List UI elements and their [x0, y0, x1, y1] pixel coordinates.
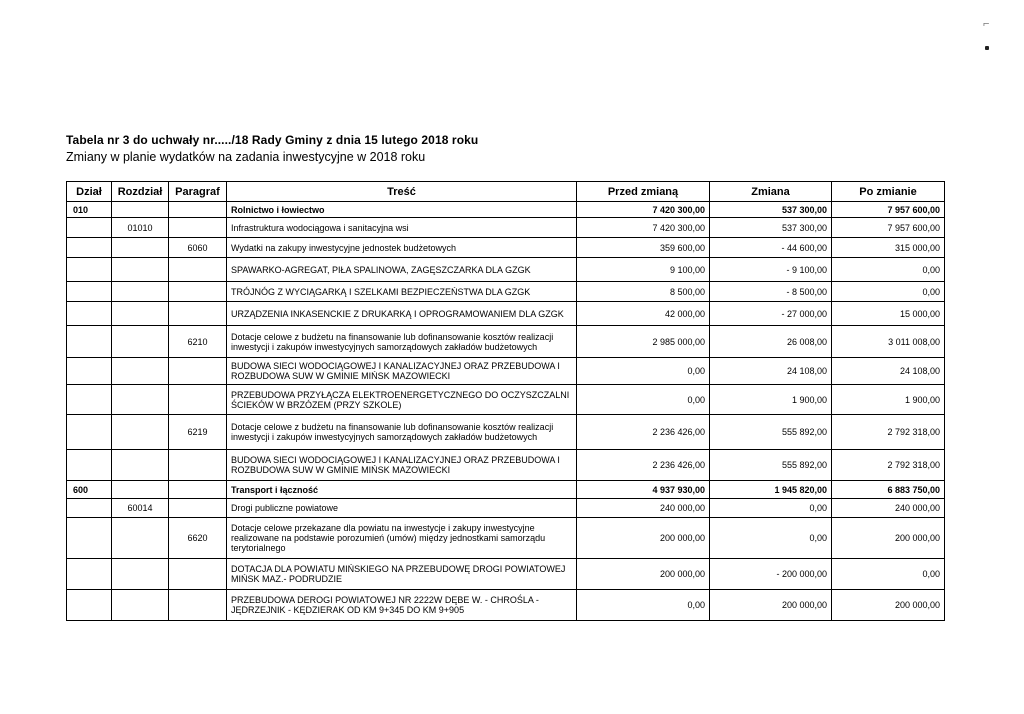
cell-rozdzial	[112, 415, 169, 450]
cell-zmiana: - 200 000,00	[710, 559, 832, 590]
table-row	[67, 481, 945, 499]
title-block	[66, 132, 478, 166]
cell-zmiana: 537 300,00	[710, 202, 832, 218]
cell-rozdzial	[112, 282, 169, 302]
table-row	[67, 499, 945, 518]
cell-dzial	[67, 415, 112, 450]
cell-tresc: Infrastruktura wodociągowa i sanitacyjna wsi	[227, 218, 577, 238]
cell-zmiana: - 9 100,00	[710, 258, 832, 282]
cell-zmiana: 0,00	[710, 499, 832, 518]
cell-rozdzial	[112, 358, 169, 385]
cell-paragraf	[169, 559, 227, 590]
cell-dzial: 010	[67, 202, 112, 218]
cell-dzial	[67, 258, 112, 282]
corner-scan-mark: ⌐	[983, 18, 990, 30]
cell-tresc: Wydatki na zakupy inwestycyjne jednostek budżetowych	[227, 238, 577, 258]
cell-zmiana: 1 900,00	[710, 385, 832, 415]
cell-przed: 0,00	[577, 358, 710, 385]
cell-rozdzial	[112, 518, 169, 559]
cell-zmiana: 26 008,00	[710, 326, 832, 358]
cell-dzial	[67, 238, 112, 258]
cell-dzial	[67, 559, 112, 590]
table-row	[67, 450, 945, 481]
header-tresc: Treść	[227, 182, 577, 202]
cell-paragraf	[169, 202, 227, 218]
cell-tresc: BUDOWA SIECI WODOCIĄGOWEJ I KANALIZACYJNEJ ORAZ PRZEBUDOWA I ROZBUDOWA SUW W GMINIE MIŃSK MAZOWIECKI	[227, 450, 577, 481]
cell-rozdzial	[112, 385, 169, 415]
cell-paragraf	[169, 481, 227, 499]
cell-paragraf	[169, 450, 227, 481]
cell-dzial: 600	[67, 481, 112, 499]
cell-rozdzial: 01010	[112, 218, 169, 238]
cell-tresc: Dotacje celowe z budżetu na finansowanie lub dofinansowanie kosztów realizacji inwestycji i zakupów inwestycyjnych samorządowych zakładów budżetowych	[227, 415, 577, 450]
cell-paragraf	[169, 282, 227, 302]
table-row	[67, 202, 945, 218]
cell-tresc: TRÓJNÓG Z WYCIĄGARKĄ I SZELKAMI BEZPIECZEŃSTWA DLA GZGK	[227, 282, 577, 302]
cell-rozdzial	[112, 238, 169, 258]
cell-rozdzial	[112, 302, 169, 326]
cell-tresc: SPAWARKO-AGREGAT, PIŁA SPALINOWA, ZAGĘSZCZARKA DLA GZGK	[227, 258, 577, 282]
cell-rozdzial	[112, 590, 169, 621]
cell-zmiana: 555 892,00	[710, 450, 832, 481]
table-row	[67, 518, 945, 559]
cell-po: 315 000,00	[832, 238, 945, 258]
cell-zmiana: 200 000,00	[710, 590, 832, 621]
cell-paragraf	[169, 218, 227, 238]
table-row	[67, 282, 945, 302]
cell-po: 0,00	[832, 258, 945, 282]
cell-paragraf	[169, 302, 227, 326]
cell-dzial	[67, 450, 112, 481]
table-row	[67, 302, 945, 326]
cell-przed: 7 420 300,00	[577, 202, 710, 218]
cell-przed: 240 000,00	[577, 499, 710, 518]
cell-przed: 2 985 000,00	[577, 326, 710, 358]
cell-przed: 2 236 426,00	[577, 450, 710, 481]
cell-po: 1 900,00	[832, 385, 945, 415]
cell-przed: 359 600,00	[577, 238, 710, 258]
cell-przed: 2 236 426,00	[577, 415, 710, 450]
cell-po: 7 957 600,00	[832, 218, 945, 238]
cell-dzial	[67, 385, 112, 415]
cell-tresc: PRZEBUDOWA DEROGI POWIATOWEJ NR 2222W DĘBE W. - CHROŚLA - JĘDRZEJNIK - KĘDZIERAK OD KM 9+345 DO KM 9+905	[227, 590, 577, 621]
cell-paragraf	[169, 385, 227, 415]
cell-paragraf: 6060	[169, 238, 227, 258]
table-row	[67, 415, 945, 450]
cell-rozdzial	[112, 481, 169, 499]
cell-zmiana: 537 300,00	[710, 218, 832, 238]
cell-dzial	[67, 518, 112, 559]
cell-tresc: Rolnictwo i łowiectwo	[227, 202, 577, 218]
cell-paragraf: 6620	[169, 518, 227, 559]
table-row	[67, 238, 945, 258]
header-dzial: Dział	[67, 182, 112, 202]
cell-rozdzial: 60014	[112, 499, 169, 518]
table-row	[67, 326, 945, 358]
header-paragraf: Paragraf	[169, 182, 227, 202]
cell-dzial	[67, 326, 112, 358]
cell-rozdzial	[112, 326, 169, 358]
corner-dot	[985, 46, 989, 50]
cell-rozdzial	[112, 559, 169, 590]
cell-dzial	[67, 358, 112, 385]
table-row	[67, 559, 945, 590]
cell-po: 3 011 008,00	[832, 326, 945, 358]
cell-paragraf	[169, 590, 227, 621]
cell-przed: 9 100,00	[577, 258, 710, 282]
cell-przed: 8 500,00	[577, 282, 710, 302]
cell-przed: 42 000,00	[577, 302, 710, 326]
header-zmiana: Zmiana	[710, 182, 832, 202]
table-row	[67, 358, 945, 385]
table-row	[67, 218, 945, 238]
cell-zmiana: 0,00	[710, 518, 832, 559]
cell-po: 0,00	[832, 559, 945, 590]
cell-zmiana: 24 108,00	[710, 358, 832, 385]
cell-tresc: PRZEBUDOWA PRZYŁĄCZA ELEKTROENERGETYCZNEGO DO OCZYSZCZALNI ŚCIEKÓW W BRZÓZEM (PRZY SZKOLE)	[227, 385, 577, 415]
cell-tresc: Drogi publiczne powiatowe	[227, 499, 577, 518]
cell-dzial	[67, 218, 112, 238]
cell-zmiana: - 44 600,00	[710, 238, 832, 258]
cell-przed: 200 000,00	[577, 559, 710, 590]
cell-po: 200 000,00	[832, 590, 945, 621]
header-po-zmianie: Po zmianie	[832, 182, 945, 202]
cell-tresc: Dotacje celowe przekazane dla powiatu na inwestycje i zakupy inwestycyjne realizowane na podstawie porozumień (umów) między jednostkami samorządu terytorialnego	[227, 518, 577, 559]
cell-rozdzial	[112, 450, 169, 481]
cell-dzial	[67, 282, 112, 302]
cell-zmiana: 1 945 820,00	[710, 481, 832, 499]
cell-przed: 7 420 300,00	[577, 218, 710, 238]
cell-rozdzial	[112, 258, 169, 282]
page-subtitle: Zmiany w planie wydatków na zadania inwestycyjne w 2018 roku	[66, 150, 426, 164]
header-przed-zmiana: Przed zmianą	[577, 182, 710, 202]
cell-po: 2 792 318,00	[832, 450, 945, 481]
cell-przed: 4 937 930,00	[577, 481, 710, 499]
cell-tresc: Dotacje celowe z budżetu na finansowanie lub dofinansowanie kosztów realizacji inwestycji i zakupów inwestycyjnych samorządowych zakładów budżetowych	[227, 326, 577, 358]
page-title: Tabela nr 3 do uchwały nr...../18 Rady Gminy z dnia 15 lutego 2018 roku	[66, 133, 479, 147]
cell-zmiana: - 8 500,00	[710, 282, 832, 302]
cell-po: 240 000,00	[832, 499, 945, 518]
cell-przed: 200 000,00	[577, 518, 710, 559]
cell-po: 2 792 318,00	[832, 415, 945, 450]
cell-tresc: DOTACJA DLA POWIATU MIŃSKIEGO NA PRZEBUDOWĘ DROGI POWIATOWEJ MIŃSK MAZ.- PODRUDZIE	[227, 559, 577, 590]
cell-po: 6 883 750,00	[832, 481, 945, 499]
cell-paragraf	[169, 358, 227, 385]
cell-zmiana: 555 892,00	[710, 415, 832, 450]
cell-po: 24 108,00	[832, 358, 945, 385]
cell-po: 7 957 600,00	[832, 202, 945, 218]
cell-paragraf	[169, 258, 227, 282]
header-rozdzial: Rozdział	[112, 182, 169, 202]
cell-tresc: BUDOWA SIECI WODOCIĄGOWEJ I KANALIZACYJNEJ ORAZ PRZEBUDOWA I ROZBUDOWA SUW W GMINIE MIŃSK MAZOWIECKI	[227, 358, 577, 385]
cell-zmiana: - 27 000,00	[710, 302, 832, 326]
cell-paragraf	[169, 499, 227, 518]
budget-table	[66, 181, 945, 621]
cell-tresc: URZĄDZENIA INKASENCKIE Z DRUKARKĄ I OPROGRAMOWANIEM DLA GZGK	[227, 302, 577, 326]
cell-po: 15 000,00	[832, 302, 945, 326]
cell-dzial	[67, 302, 112, 326]
table-row	[67, 590, 945, 621]
cell-tresc: Transport i łączność	[227, 481, 577, 499]
cell-po: 0,00	[832, 282, 945, 302]
cell-po: 200 000,00	[832, 518, 945, 559]
cell-przed: 0,00	[577, 590, 710, 621]
cell-dzial	[67, 590, 112, 621]
cell-paragraf: 6219	[169, 415, 227, 450]
cell-przed: 0,00	[577, 385, 710, 415]
table-header-row	[67, 182, 945, 202]
table-row	[67, 258, 945, 282]
cell-dzial	[67, 499, 112, 518]
cell-paragraf: 6210	[169, 326, 227, 358]
table-row	[67, 385, 945, 415]
cell-rozdzial	[112, 202, 169, 218]
